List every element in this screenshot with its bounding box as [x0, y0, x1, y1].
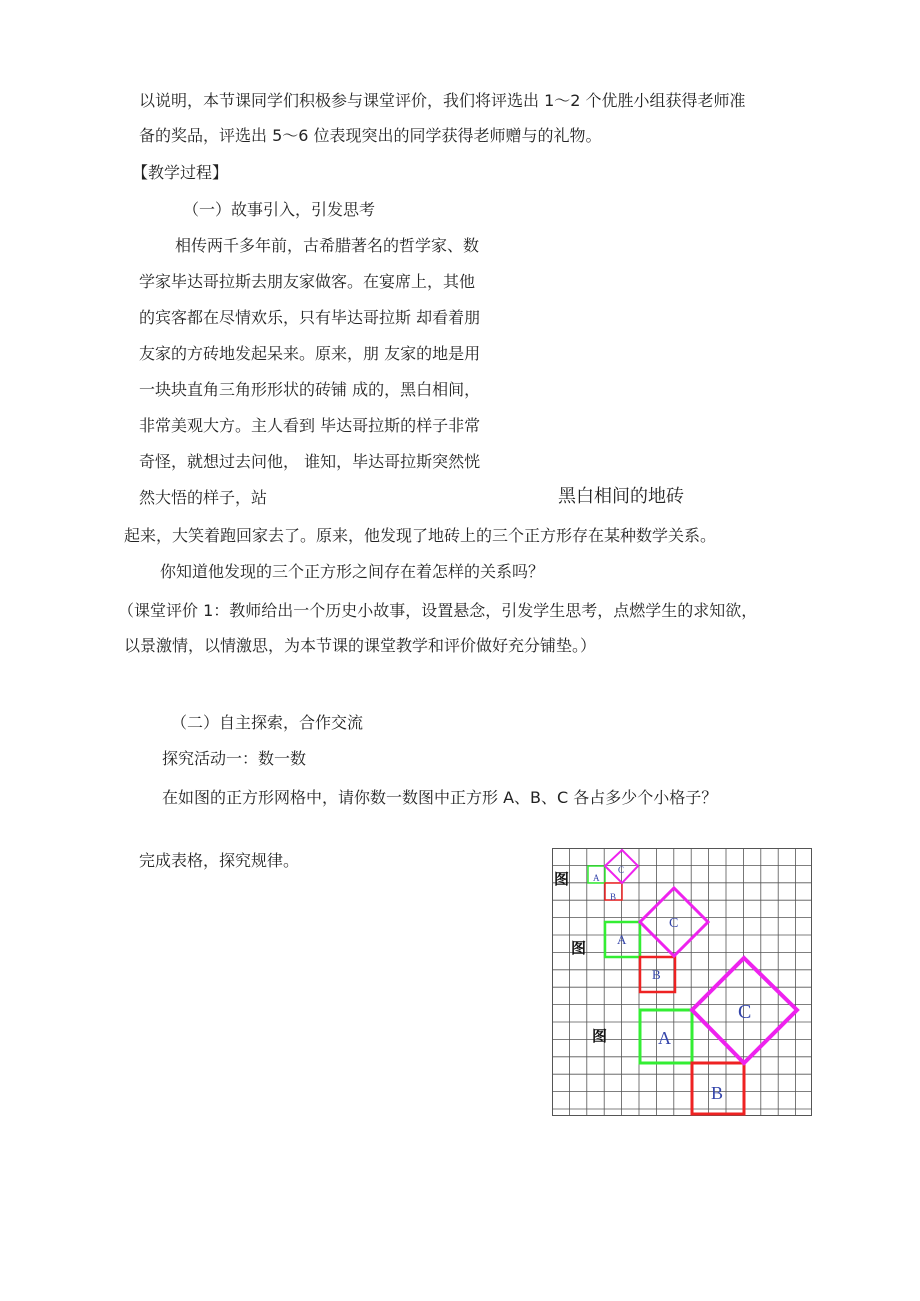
story-line: 奇怪，就想过去问他， 谁知，毕达哥拉斯突然恍 — [139, 452, 481, 471]
label-b-large: B — [711, 1083, 724, 1103]
evaluation-line-1: （课堂评价 1：教师给出一个历史小故事，设置悬念，引发学生思考，点燃学生的求知欲， — [118, 601, 758, 620]
story-line: 相传两千多年前，古希腊著名的哲学家、数 — [175, 236, 480, 255]
label-a-small: A — [593, 873, 600, 883]
label-b-small: B — [610, 892, 617, 902]
instruction-line: 在如图的正方形网格中，请你数一数图中正方形 A、B、C 各占多少个小格子？ — [162, 788, 718, 807]
section-heading: 【教学过程】 — [132, 163, 229, 182]
label-a-medium: A — [617, 932, 627, 947]
label-a-large: A — [658, 1028, 671, 1048]
activity-title: 探究活动一：数一数 — [162, 749, 307, 768]
task-line: 完成表格，探究规律。 — [139, 851, 300, 870]
intro-line-1: 以说明，本节课同学们积极参与课堂评价，我们将评选出 1～2 个优胜小组获得老师准 — [139, 91, 746, 110]
label-c-large: C — [738, 1001, 752, 1023]
intro-line-2: 备的奖品，评选出 5～6 位表现突出的同学获得老师赠与的礼物。 — [139, 126, 602, 145]
story-line: 学家毕达哥拉斯去朋友家做客。在宴席上，其他 — [139, 272, 476, 291]
story-line: 友家的方砖地发起呆来。原来，朋 友家的地是用 — [139, 344, 481, 363]
story-line: 然大悟的样子，站 — [139, 488, 268, 507]
part1-heading: （一）故事引入，引发思考 — [183, 200, 376, 219]
figure-label: 图 — [571, 939, 587, 957]
continuation-line: 起来，大笑着跑回家去了。原来，他发现了地砖上的三个正方形存在某种数学关系。 — [124, 526, 717, 545]
story-line: 的宾客都在尽情欢乐，只有毕达哥拉斯 却看着朋 — [139, 308, 481, 327]
label-c-small: C — [618, 865, 625, 875]
label-b-medium: B — [652, 967, 661, 982]
evaluation-line-2: 以景激情，以情激思，为本节课的课堂教学和评价做好充分铺垫。） — [124, 636, 597, 655]
part2-heading: （二）自主探索，合作交流 — [171, 713, 364, 732]
label-c-medium: C — [669, 916, 679, 931]
question-line: 你知道他发现的三个正方形之间存在着怎样的关系吗？ — [160, 562, 545, 581]
figure-label: 图 — [592, 1027, 608, 1045]
story-line: 非常美观大方。主人看到 毕达哥拉斯的样子非常 — [139, 416, 481, 435]
figure-caption: 黑白相间的地砖 — [558, 486, 684, 507]
story-line: 一块块直角三角形形状的砖铺 成的，黑白相间， — [139, 380, 481, 399]
figure-label: 图 — [554, 870, 570, 888]
square-grid-figure — [552, 848, 814, 1118]
